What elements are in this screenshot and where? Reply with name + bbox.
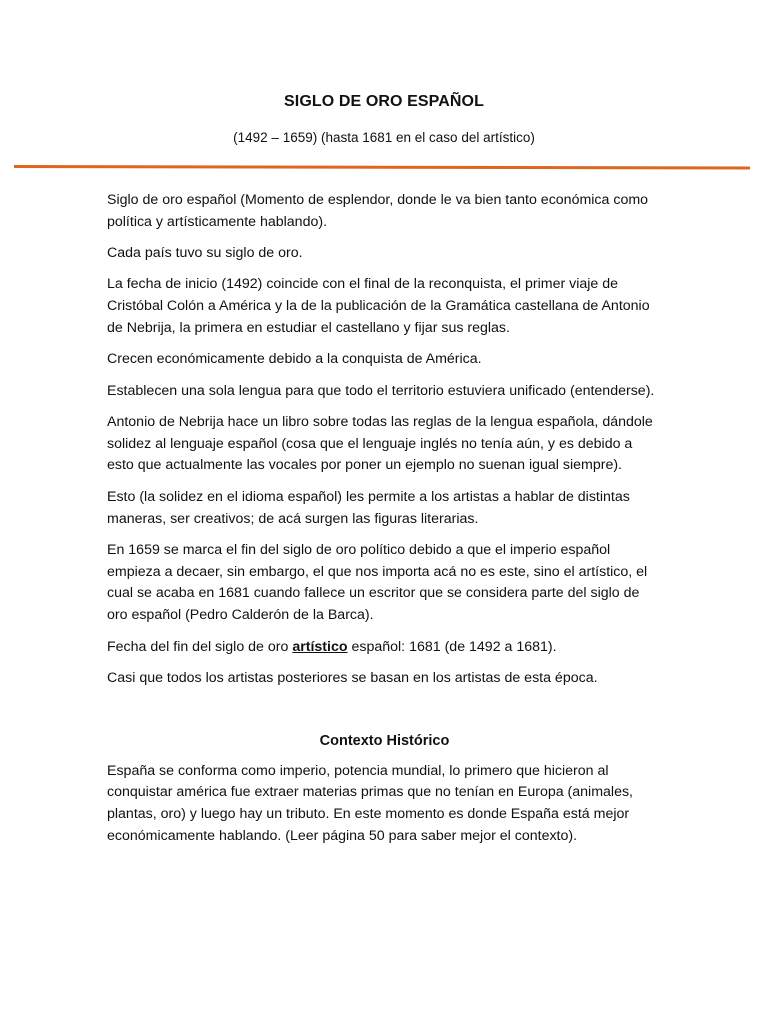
paragraph: Siglo de oro español (Momento de esplendor, donde le va bien tanto económica como política y artísticamente hablando). <box>107 192 649 230</box>
paragraph: En 1659 se marca el fin del siglo de oro político debido a que el imperio español empieza a decaer, sin embargo, el que nos importa acá no es este, sino el artístico, el cual se acaba en 1681 cuando fallece un escritor que se considera parte del siglo de oro español (Pedro Calderón de la Barca). <box>107 541 648 624</box>
end-date-text-before: Fecha del fin del siglo de oro <box>107 638 293 655</box>
paragraph: Antonio de Nebrija hace un libro sobre todas las reglas de la lengua española, dándole solidez al lenguaje español (cosa que el lenguaje inglés no tenía aún, y es debido a esto que actualmente las vocales por poner un ejemplo no suenan igual siempre). <box>107 413 653 474</box>
paragraph: Esto (la solidez en el idioma español) les permite a los artistas a hablar de distintas maneras, ser creativos; de acá surgen las figuras literarias. <box>107 488 630 527</box>
paragraph: Cada país tuvo su siglo de oro. <box>107 245 303 262</box>
paragraph: Crecen económicamente debido a la conquista de América. <box>107 351 482 368</box>
section-paragraph: España se conforma como imperio, potencia mundial, lo primero que hicieron al conquistar américa fue extraer materias primas que no tenían en Europa (animales, plantas, oro) y luego hay un tributo. En este momento es donde España está mejor económicamente hablando. (Leer página 50 para saber mejor el contexto). <box>107 762 633 845</box>
document-subtitle: (1492 – 1659) (hasta 1681 en el caso del artístico) <box>233 130 535 145</box>
end-date-text-after: español: 1681 (de 1492 a 1681). <box>347 638 557 655</box>
section-heading: Contexto Histórico <box>319 732 450 749</box>
end-date-paragraph <box>107 637 662 659</box>
end-date-emphasis: artístico <box>292 638 348 655</box>
paragraph: La fecha de inicio (1492) coincide con el final de la reconquista, el primer viaje de Cristóbal Colón a América y la de la publicación de la Gramática castellana de Antonio de Nebrija, la primera en estudiar el castellano y fijar sus reglas. <box>107 276 650 336</box>
document-title: SIGLO DE ORO ESPAÑOL <box>284 93 484 110</box>
paragraph: Establecen una sola lengua para que todo el territorio estuviera unificado (entenderse). <box>107 382 655 399</box>
closing-paragraph: Casi que todos los artistas posteriores se basan en los artistas de esta época. <box>107 669 598 686</box>
orange-divider <box>14 165 750 170</box>
document-body <box>107 190 662 857</box>
